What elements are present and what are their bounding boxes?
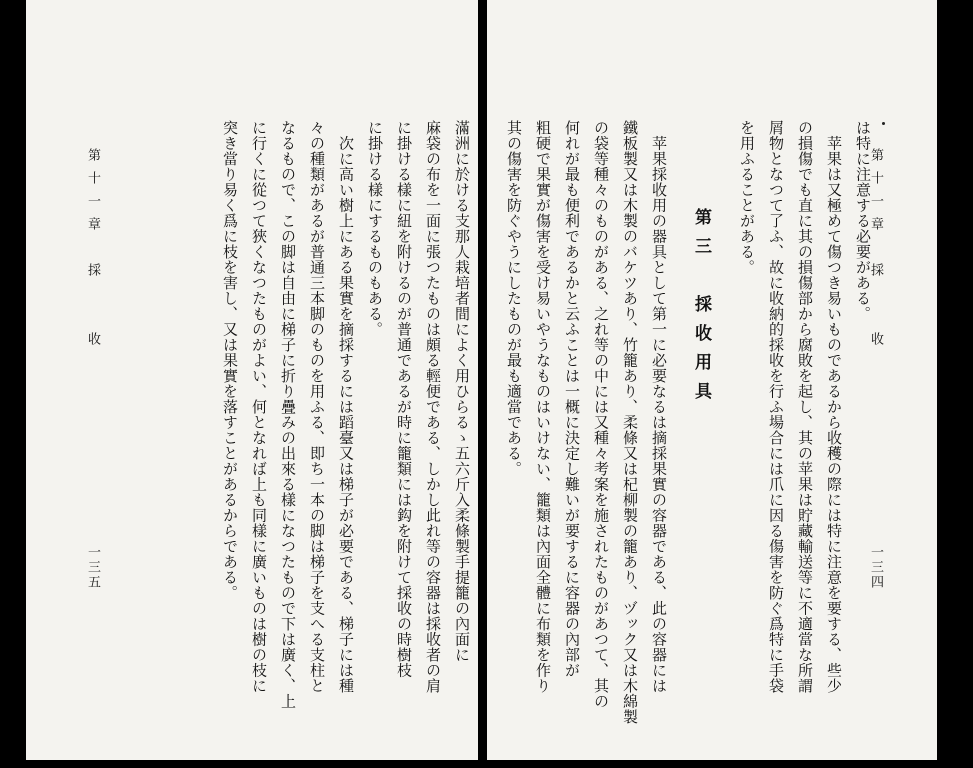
left-page [26, 0, 478, 760]
right-page-number: 一三四 [868, 545, 883, 590]
text-column: に掛ける樣に紐を附けるのが普通であるが時に籠類には鈎を附けて採收の時樹枝 [395, 120, 413, 678]
text-column: に行くに從つて狹くなつたものがよい、何となれば上も同樣に廣いものは樹の枝に [250, 120, 268, 694]
text-column: の損傷でも直に其の損傷部から腐敗を起し、其の苹果は貯藏輸送等に不適當な所謂 [796, 120, 814, 694]
text-column: 其の傷害を防ぐやうにしたものが最も適當である。 [505, 120, 523, 477]
section-title: 第三 採收用具 [691, 208, 711, 411]
right-running-head: 第十一章 採 收 [868, 148, 883, 355]
left-running-head: 第十一章 採 收 [85, 148, 100, 355]
text-column: 粗硬で果實が傷害を受け易いやうなものはいけない、籠類は內面全體に布類を作り [534, 120, 552, 694]
text-column: 滿洲に於ける支那人栽培者間によく用ひらるゝ五六斤入柔條製手提籠の內面に [453, 120, 471, 663]
text-column: 々の種類があるが普通三本脚のものを用ふる、即ち一本の脚は梯子を支へる支柱と [308, 120, 326, 694]
ink-dot [882, 122, 885, 125]
left-page-number: 一三五 [85, 545, 100, 590]
text-column: 次に高い樹上にある果實を摘採するには蹈臺又は梯子が必要である、梯子には種 [337, 120, 355, 694]
text-column: 突き當り易く爲に枝を害し、又は果實を落すことがあるからである。 [221, 120, 239, 601]
text-column: は特に注意する必要がある。 [854, 120, 872, 322]
book-gutter [478, 0, 487, 768]
text-column: を用ふることがある。 [738, 120, 756, 275]
text-column: に掛ける樣にするものもある。 [366, 120, 384, 337]
text-column: 苹果採收用の器具として第一に必要なるは摘採果實の容器である、此の容器には [650, 120, 668, 694]
text-column: 麻袋の布を一面に張つたものは頗る輕便である、しかし此れ等の容器は採收者の肩 [424, 120, 442, 694]
text-column: 何れが最も便利であるかと云ふことは一概に決定し難いが要するに容器の內部が [563, 120, 581, 678]
text-column: 屑物となつて了ふ、故に收納的採收を行ふ場合には爪に因る傷害を防ぐ爲特に手袋 [767, 120, 785, 694]
text-column: 鐵板製又は木製のバケツあり、竹籠あり、柔條又は杞柳製の籠あり、ヅック又は木綿製 [621, 120, 639, 725]
text-column: 苹果は又極めて傷つき易いものであるから收穫の際には特に注意を要する、些少 [825, 120, 843, 694]
text-column: の袋等種々のものがある、之れ等の中には又種々考案を施されたものがあつて、其の [592, 120, 610, 709]
right-page [487, 0, 937, 760]
text-column: なるもので、この脚は自由に梯子に折り疊みの出來る樣になつたもので下は廣く、上 [279, 120, 297, 709]
